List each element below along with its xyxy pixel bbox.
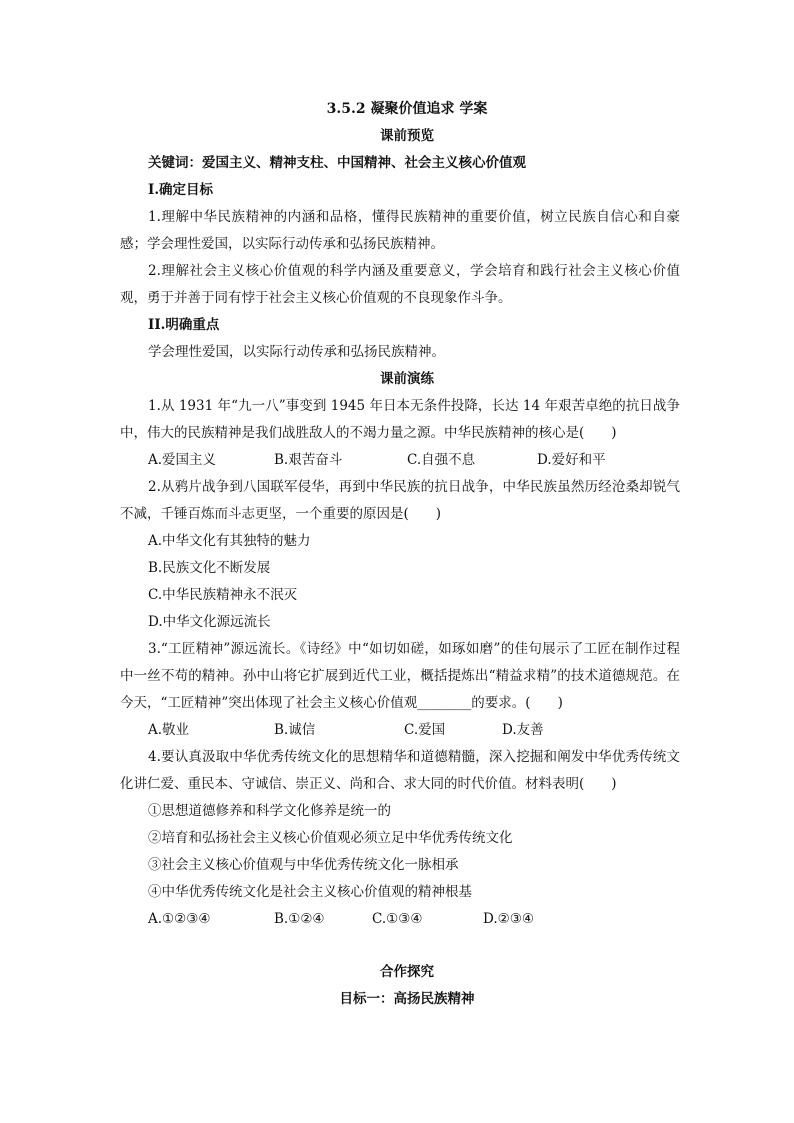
- preview-heading: 课前预览: [380, 128, 434, 144]
- q3-option-c: C.爱国: [404, 722, 446, 738]
- q4-statement-1: ①思想道德修养和科学文化修养是统一的: [148, 803, 391, 819]
- q4-statement-4: ④中华优秀传统文化是社会主义核心价值观的精神根基: [148, 884, 472, 900]
- document-content: [120, 96, 680, 1013]
- q4-option-a: A.①②③④: [148, 911, 211, 927]
- q1-option-b: B.艰苦奋斗: [274, 452, 343, 468]
- q4-option-b: B.①②④: [274, 911, 325, 927]
- q3-option-b: B.诚信: [274, 722, 316, 738]
- q2-option-a: A.中华文化有其独特的魅力: [148, 533, 311, 549]
- practice-heading: 课前演练: [380, 371, 434, 387]
- q4-statement-2: ②培育和弘扬社会主义核心价值观必须立足中华优秀传统文化: [148, 830, 513, 846]
- q1-option-d: D.爱好和平: [537, 452, 606, 468]
- question-4-options: [120, 906, 680, 933]
- goal-1: 1.理解中华民族精神的内涵和品格，懂得民族精神的重要价值，树立民族自信心和自豪感；学会理性爱国，以实际行动传承和弘扬民族精神。: [120, 209, 680, 252]
- cooperation-heading: 合作探究: [380, 964, 434, 980]
- q2-option-d: D.中华文化源远流长: [148, 614, 271, 630]
- q2-option-c: C.中华民族精神永不泯灭: [148, 587, 298, 603]
- q2-option-b: B.民族文化不断发展: [148, 560, 271, 576]
- question-3-stem: 3.“工匠精神”源远流长。《诗经》中“如切如磋，如琢如磨”的佳句展示了工匠在制作过程中一丝不苟的精神。孙中山将它扩展到近代工业，概括提炼出“精益求精”的技术道德规范。在今天，“工匠精神”突出体现了社会主义核心价值观________的要求。( ): [120, 641, 680, 711]
- goals-heading: I.确定目标: [148, 182, 214, 198]
- keywords-line: 关键词：爱国主义、精神支柱、中国精神、社会主义核心价值观: [148, 155, 526, 171]
- q1-option-c: C.自强不息: [407, 452, 476, 468]
- focus-heading: II.明确重点: [148, 317, 220, 333]
- q3-option-a: A.敬业: [148, 722, 190, 738]
- target-1-heading: 目标一：高扬民族精神: [339, 991, 475, 1007]
- q3-option-d: D.友善: [502, 722, 544, 738]
- question-1-stem: 1.从 1931 年“九一八”事变到 1945 年日本无条件投降，长达 14 年艰苦卓绝的抗日战争中，伟大的民族精神是我们战胜敌人的不竭力量之源。中华民族精神的核心是( ): [120, 398, 680, 441]
- q1-option-a: A.爱国主义: [148, 452, 217, 468]
- q4-option-d: D.②③④: [483, 911, 534, 927]
- q4-statement-3: ③社会主义核心价值观与中华优秀传统文化一脉相承: [148, 857, 459, 873]
- page-title: 3.5.2 凝聚价值追求 学案: [326, 101, 488, 117]
- question-3-options: [120, 717, 680, 744]
- question-4-stem: 4.要认真汲取中华优秀传统文化的思想精华和道德精髓，深入挖掘和阐发中华优秀传统文化讲仁爱、重民本、守诚信、崇正义、尚和合、求大同的时代价值。材料表明( ): [120, 749, 680, 792]
- q4-option-c: C.①③④: [372, 911, 423, 927]
- question-2-stem: 2.从鸦片战争到八国联军侵华，再到中华民族的抗日战争，中华民族虽然历经沧桑却锐气不减，千锤百炼而斗志更坚，一个重要的原因是( ): [120, 479, 680, 522]
- question-1-options: [120, 447, 680, 474]
- section-gap: [120, 933, 680, 959]
- goal-2: 2.理解社会主义核心价值观的科学内涵及重要意义，学会培育和践行社会主义核心价值观，勇于并善于同有悖于社会主义核心价值观的不良现象作斗争。: [120, 263, 680, 306]
- focus-text: 学会理性爱国，以实际行动传承和弘扬民族精神。: [148, 344, 445, 360]
